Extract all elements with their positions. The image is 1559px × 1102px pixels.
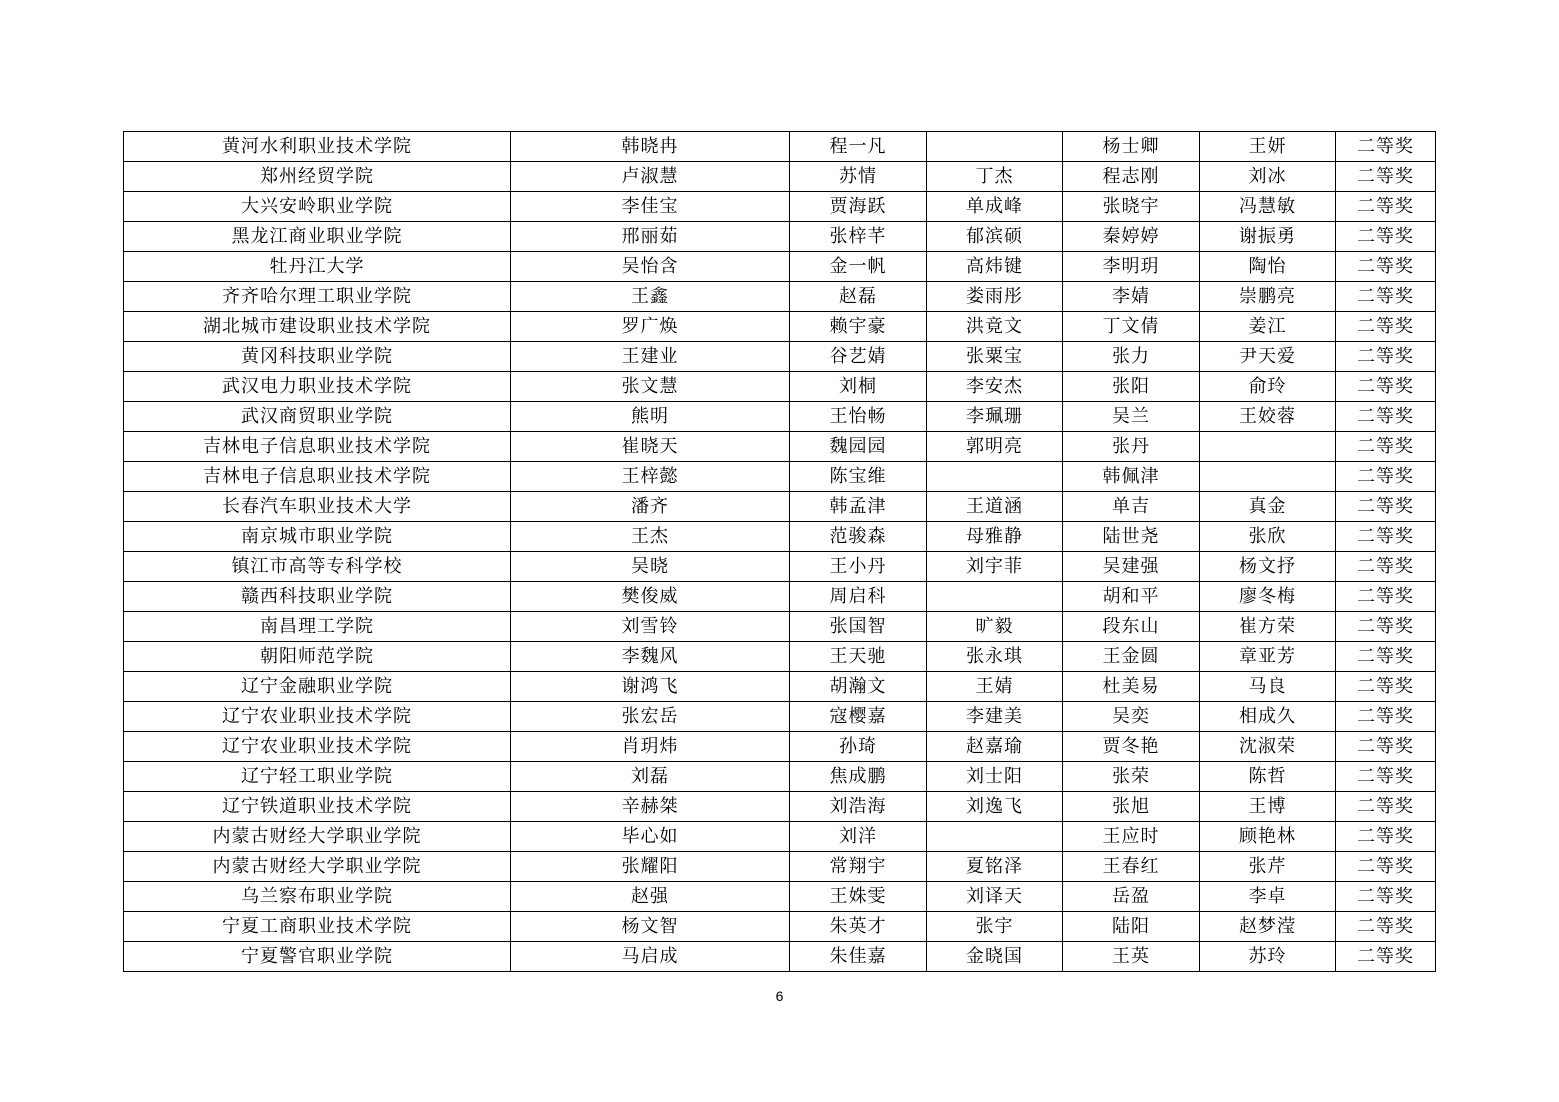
table-row bbox=[124, 342, 1436, 372]
school-cell: 宁夏警官职业学院 bbox=[124, 942, 511, 972]
student-3-cell: 刘译天 bbox=[927, 882, 1063, 912]
teacher-2-cell bbox=[1200, 462, 1336, 492]
table-row bbox=[124, 372, 1436, 402]
school-cell: 武汉电力职业技术学院 bbox=[124, 372, 511, 402]
table-row bbox=[124, 672, 1436, 702]
student-1-cell: 韩晓冉 bbox=[511, 132, 790, 162]
school-cell: 辽宁金融职业学院 bbox=[124, 672, 511, 702]
teacher-2-cell: 章亚芳 bbox=[1200, 642, 1336, 672]
teacher-1-cell: 岳盈 bbox=[1063, 882, 1200, 912]
student-2-cell: 朱佳嘉 bbox=[790, 942, 927, 972]
table-row bbox=[124, 642, 1436, 672]
teacher-2-cell: 谢振勇 bbox=[1200, 222, 1336, 252]
school-cell: 内蒙古财经大学职业学院 bbox=[124, 822, 511, 852]
student-1-cell: 马启成 bbox=[511, 942, 790, 972]
school-cell: 吉林电子信息职业技术学院 bbox=[124, 462, 511, 492]
teacher-2-cell: 杨文抒 bbox=[1200, 552, 1336, 582]
teacher-1-cell: 李明玥 bbox=[1063, 252, 1200, 282]
teacher-2-cell: 尹天爱 bbox=[1200, 342, 1336, 372]
teacher-2-cell: 李卓 bbox=[1200, 882, 1336, 912]
table-row bbox=[124, 222, 1436, 252]
student-3-cell bbox=[927, 462, 1063, 492]
teacher-1-cell: 王英 bbox=[1063, 942, 1200, 972]
table-row bbox=[124, 402, 1436, 432]
student-2-cell: 朱英才 bbox=[790, 912, 927, 942]
award-cell: 二等奖 bbox=[1336, 672, 1436, 702]
student-1-cell: 王梓懿 bbox=[511, 462, 790, 492]
teacher-1-cell: 陆阳 bbox=[1063, 912, 1200, 942]
student-1-cell: 赵强 bbox=[511, 882, 790, 912]
student-1-cell: 谢鸿飞 bbox=[511, 672, 790, 702]
student-1-cell: 崔晓天 bbox=[511, 432, 790, 462]
teacher-2-cell: 顾艳林 bbox=[1200, 822, 1336, 852]
student-1-cell: 李魏风 bbox=[511, 642, 790, 672]
teacher-2-cell: 张芹 bbox=[1200, 852, 1336, 882]
award-cell: 二等奖 bbox=[1336, 642, 1436, 672]
student-1-cell: 吴晓 bbox=[511, 552, 790, 582]
school-cell: 湖北城市建设职业技术学院 bbox=[124, 312, 511, 342]
student-3-cell: 金晓国 bbox=[927, 942, 1063, 972]
school-cell: 赣西科技职业学院 bbox=[124, 582, 511, 612]
table-row bbox=[124, 312, 1436, 342]
award-cell: 二等奖 bbox=[1336, 942, 1436, 972]
award-cell: 二等奖 bbox=[1336, 522, 1436, 552]
student-2-cell: 刘桐 bbox=[790, 372, 927, 402]
table-row bbox=[124, 132, 1436, 162]
student-1-cell: 樊俊威 bbox=[511, 582, 790, 612]
student-3-cell: 李建美 bbox=[927, 702, 1063, 732]
student-3-cell: 王道涵 bbox=[927, 492, 1063, 522]
teacher-2-cell: 张欣 bbox=[1200, 522, 1336, 552]
student-2-cell: 张国智 bbox=[790, 612, 927, 642]
student-2-cell: 孙琦 bbox=[790, 732, 927, 762]
student-1-cell: 刘磊 bbox=[511, 762, 790, 792]
school-cell: 宁夏工商职业技术学院 bbox=[124, 912, 511, 942]
school-cell: 黑龙江商业职业学院 bbox=[124, 222, 511, 252]
student-1-cell: 邢丽茹 bbox=[511, 222, 790, 252]
table-row bbox=[124, 852, 1436, 882]
student-2-cell: 苏情 bbox=[790, 162, 927, 192]
student-2-cell: 陈宝维 bbox=[790, 462, 927, 492]
student-3-cell: 洪竟文 bbox=[927, 312, 1063, 342]
student-3-cell: 张宇 bbox=[927, 912, 1063, 942]
teacher-1-cell: 吴建强 bbox=[1063, 552, 1200, 582]
table-row bbox=[124, 582, 1436, 612]
teacher-1-cell: 贾冬艳 bbox=[1063, 732, 1200, 762]
award-cell: 二等奖 bbox=[1336, 912, 1436, 942]
teacher-1-cell: 李婧 bbox=[1063, 282, 1200, 312]
award-cell: 二等奖 bbox=[1336, 432, 1436, 462]
table-row bbox=[124, 162, 1436, 192]
student-2-cell: 寇樱嘉 bbox=[790, 702, 927, 732]
student-2-cell: 王怡畅 bbox=[790, 402, 927, 432]
award-cell: 二等奖 bbox=[1336, 732, 1436, 762]
teacher-2-cell: 姜江 bbox=[1200, 312, 1336, 342]
student-2-cell: 金一帆 bbox=[790, 252, 927, 282]
student-2-cell: 胡瀚文 bbox=[790, 672, 927, 702]
teacher-1-cell: 丁文倩 bbox=[1063, 312, 1200, 342]
teacher-2-cell bbox=[1200, 432, 1336, 462]
teacher-2-cell: 刘冰 bbox=[1200, 162, 1336, 192]
award-cell: 二等奖 bbox=[1336, 312, 1436, 342]
table-row bbox=[124, 822, 1436, 852]
award-cell: 二等奖 bbox=[1336, 702, 1436, 732]
teacher-1-cell: 陆世尧 bbox=[1063, 522, 1200, 552]
student-1-cell: 潘齐 bbox=[511, 492, 790, 522]
student-2-cell: 常翔宇 bbox=[790, 852, 927, 882]
student-1-cell: 毕心如 bbox=[511, 822, 790, 852]
school-cell: 大兴安岭职业学院 bbox=[124, 192, 511, 222]
student-3-cell: 王婧 bbox=[927, 672, 1063, 702]
table-row bbox=[124, 492, 1436, 522]
teacher-1-cell: 张阳 bbox=[1063, 372, 1200, 402]
student-2-cell: 贾海跃 bbox=[790, 192, 927, 222]
school-cell: 内蒙古财经大学职业学院 bbox=[124, 852, 511, 882]
teacher-2-cell: 王博 bbox=[1200, 792, 1336, 822]
student-3-cell bbox=[927, 132, 1063, 162]
award-cell: 二等奖 bbox=[1336, 132, 1436, 162]
award-cell: 二等奖 bbox=[1336, 552, 1436, 582]
student-1-cell: 吴怡含 bbox=[511, 252, 790, 282]
school-cell: 牡丹江大学 bbox=[124, 252, 511, 282]
teacher-2-cell: 相成久 bbox=[1200, 702, 1336, 732]
school-cell: 黄河水利职业技术学院 bbox=[124, 132, 511, 162]
student-2-cell: 刘浩海 bbox=[790, 792, 927, 822]
student-1-cell: 王鑫 bbox=[511, 282, 790, 312]
teacher-1-cell: 吴奕 bbox=[1063, 702, 1200, 732]
award-table bbox=[123, 131, 1436, 972]
teacher-2-cell: 王姣蓉 bbox=[1200, 402, 1336, 432]
school-cell: 齐齐哈尔理工职业学院 bbox=[124, 282, 511, 312]
student-1-cell: 肖玥炜 bbox=[511, 732, 790, 762]
table-row bbox=[124, 192, 1436, 222]
student-3-cell: 夏铭泽 bbox=[927, 852, 1063, 882]
school-cell: 辽宁铁道职业技术学院 bbox=[124, 792, 511, 822]
student-1-cell: 王杰 bbox=[511, 522, 790, 552]
student-1-cell: 李佳宝 bbox=[511, 192, 790, 222]
student-3-cell bbox=[927, 822, 1063, 852]
teacher-2-cell: 俞玲 bbox=[1200, 372, 1336, 402]
school-cell: 辽宁轻工职业学院 bbox=[124, 762, 511, 792]
student-2-cell: 刘洋 bbox=[790, 822, 927, 852]
student-3-cell: 单成峰 bbox=[927, 192, 1063, 222]
student-1-cell: 罗广焕 bbox=[511, 312, 790, 342]
teacher-1-cell: 单吉 bbox=[1063, 492, 1200, 522]
award-cell: 二等奖 bbox=[1336, 582, 1436, 612]
school-cell: 黄冈科技职业学院 bbox=[124, 342, 511, 372]
teacher-1-cell: 张力 bbox=[1063, 342, 1200, 372]
student-3-cell: 李珮珊 bbox=[927, 402, 1063, 432]
table-row bbox=[124, 462, 1436, 492]
award-cell: 二等奖 bbox=[1336, 762, 1436, 792]
award-cell: 二等奖 bbox=[1336, 282, 1436, 312]
table-row bbox=[124, 252, 1436, 282]
student-1-cell: 张耀阳 bbox=[511, 852, 790, 882]
school-cell: 南京城市职业学院 bbox=[124, 522, 511, 552]
teacher-1-cell: 张丹 bbox=[1063, 432, 1200, 462]
teacher-2-cell: 陶怡 bbox=[1200, 252, 1336, 282]
table-row bbox=[124, 882, 1436, 912]
teacher-1-cell: 王应时 bbox=[1063, 822, 1200, 852]
teacher-1-cell: 胡和平 bbox=[1063, 582, 1200, 612]
teacher-1-cell: 吴兰 bbox=[1063, 402, 1200, 432]
student-3-cell: 旷毅 bbox=[927, 612, 1063, 642]
student-2-cell: 焦成鹏 bbox=[790, 762, 927, 792]
student-2-cell: 范骏森 bbox=[790, 522, 927, 552]
school-cell: 辽宁农业职业技术学院 bbox=[124, 702, 511, 732]
student-3-cell: 赵嘉瑜 bbox=[927, 732, 1063, 762]
student-2-cell: 张梓芊 bbox=[790, 222, 927, 252]
student-2-cell: 魏园园 bbox=[790, 432, 927, 462]
teacher-1-cell: 韩佩津 bbox=[1063, 462, 1200, 492]
award-cell: 二等奖 bbox=[1336, 372, 1436, 402]
teacher-1-cell: 张旭 bbox=[1063, 792, 1200, 822]
award-cell: 二等奖 bbox=[1336, 402, 1436, 432]
school-cell: 乌兰察布职业学院 bbox=[124, 882, 511, 912]
student-3-cell: 母雅静 bbox=[927, 522, 1063, 552]
table-row bbox=[124, 912, 1436, 942]
school-cell: 长春汽车职业技术大学 bbox=[124, 492, 511, 522]
student-2-cell: 王天驰 bbox=[790, 642, 927, 672]
student-1-cell: 卢淑慧 bbox=[511, 162, 790, 192]
award-cell: 二等奖 bbox=[1336, 852, 1436, 882]
teacher-2-cell: 崔方荣 bbox=[1200, 612, 1336, 642]
table-row bbox=[124, 552, 1436, 582]
student-2-cell: 赵磊 bbox=[790, 282, 927, 312]
teacher-1-cell: 杨士卿 bbox=[1063, 132, 1200, 162]
student-2-cell: 王姝雯 bbox=[790, 882, 927, 912]
table-row bbox=[124, 432, 1436, 462]
student-1-cell: 辛赫桀 bbox=[511, 792, 790, 822]
award-cell: 二等奖 bbox=[1336, 462, 1436, 492]
student-2-cell: 程一凡 bbox=[790, 132, 927, 162]
award-cell: 二等奖 bbox=[1336, 492, 1436, 522]
teacher-2-cell: 王妍 bbox=[1200, 132, 1336, 162]
student-2-cell: 韩孟津 bbox=[790, 492, 927, 522]
student-3-cell: 郁滨硕 bbox=[927, 222, 1063, 252]
table-body bbox=[124, 132, 1436, 972]
student-2-cell: 王小丹 bbox=[790, 552, 927, 582]
teacher-2-cell: 廖冬梅 bbox=[1200, 582, 1336, 612]
student-3-cell: 娄雨彤 bbox=[927, 282, 1063, 312]
student-3-cell: 郭明亮 bbox=[927, 432, 1063, 462]
page-number: 6 bbox=[775, 988, 784, 1004]
table-row bbox=[124, 762, 1436, 792]
award-cell: 二等奖 bbox=[1336, 882, 1436, 912]
table-row bbox=[124, 522, 1436, 552]
teacher-1-cell: 杜美易 bbox=[1063, 672, 1200, 702]
school-cell: 朝阳师范学院 bbox=[124, 642, 511, 672]
student-1-cell: 王建业 bbox=[511, 342, 790, 372]
school-cell: 镇江市高等专科学校 bbox=[124, 552, 511, 582]
table-row bbox=[124, 732, 1436, 762]
teacher-1-cell: 段东山 bbox=[1063, 612, 1200, 642]
student-1-cell: 张宏岳 bbox=[511, 702, 790, 732]
school-cell: 南昌理工学院 bbox=[124, 612, 511, 642]
teacher-2-cell: 真金 bbox=[1200, 492, 1336, 522]
teacher-2-cell: 沈淑荣 bbox=[1200, 732, 1336, 762]
school-cell: 郑州经贸学院 bbox=[124, 162, 511, 192]
award-cell: 二等奖 bbox=[1336, 612, 1436, 642]
teacher-2-cell: 赵梦滢 bbox=[1200, 912, 1336, 942]
student-2-cell: 赖宇豪 bbox=[790, 312, 927, 342]
teacher-1-cell: 程志刚 bbox=[1063, 162, 1200, 192]
teacher-2-cell: 崇鹏亮 bbox=[1200, 282, 1336, 312]
student-1-cell: 杨文智 bbox=[511, 912, 790, 942]
teacher-1-cell: 王春红 bbox=[1063, 852, 1200, 882]
school-cell: 辽宁农业职业技术学院 bbox=[124, 732, 511, 762]
student-3-cell: 刘宇菲 bbox=[927, 552, 1063, 582]
student-3-cell: 李安杰 bbox=[927, 372, 1063, 402]
student-1-cell: 张文慧 bbox=[511, 372, 790, 402]
table-row bbox=[124, 792, 1436, 822]
award-cell: 二等奖 bbox=[1336, 162, 1436, 192]
award-cell: 二等奖 bbox=[1336, 342, 1436, 372]
student-2-cell: 周启科 bbox=[790, 582, 927, 612]
award-cell: 二等奖 bbox=[1336, 822, 1436, 852]
teacher-1-cell: 张晓宇 bbox=[1063, 192, 1200, 222]
student-1-cell: 熊明 bbox=[511, 402, 790, 432]
teacher-1-cell: 张荣 bbox=[1063, 762, 1200, 792]
award-cell: 二等奖 bbox=[1336, 192, 1436, 222]
student-1-cell: 刘雪铃 bbox=[511, 612, 790, 642]
teacher-2-cell: 冯慧敏 bbox=[1200, 192, 1336, 222]
student-3-cell: 张粟宝 bbox=[927, 342, 1063, 372]
student-3-cell: 张永琪 bbox=[927, 642, 1063, 672]
table-row bbox=[124, 942, 1436, 972]
teacher-2-cell: 陈哲 bbox=[1200, 762, 1336, 792]
student-3-cell: 刘士阳 bbox=[927, 762, 1063, 792]
teacher-2-cell: 马良 bbox=[1200, 672, 1336, 702]
teacher-1-cell: 王金圆 bbox=[1063, 642, 1200, 672]
award-cell: 二等奖 bbox=[1336, 252, 1436, 282]
school-cell: 吉林电子信息职业技术学院 bbox=[124, 432, 511, 462]
student-2-cell: 谷艺婧 bbox=[790, 342, 927, 372]
school-cell: 武汉商贸职业学院 bbox=[124, 402, 511, 432]
table-row bbox=[124, 282, 1436, 312]
table-row bbox=[124, 702, 1436, 732]
table-row bbox=[124, 612, 1436, 642]
student-3-cell: 高炜键 bbox=[927, 252, 1063, 282]
award-cell: 二等奖 bbox=[1336, 222, 1436, 252]
award-cell: 二等奖 bbox=[1336, 792, 1436, 822]
student-3-cell: 刘逸飞 bbox=[927, 792, 1063, 822]
teacher-1-cell: 秦婷婷 bbox=[1063, 222, 1200, 252]
student-3-cell bbox=[927, 582, 1063, 612]
student-3-cell: 丁杰 bbox=[927, 162, 1063, 192]
teacher-2-cell: 苏玲 bbox=[1200, 942, 1336, 972]
